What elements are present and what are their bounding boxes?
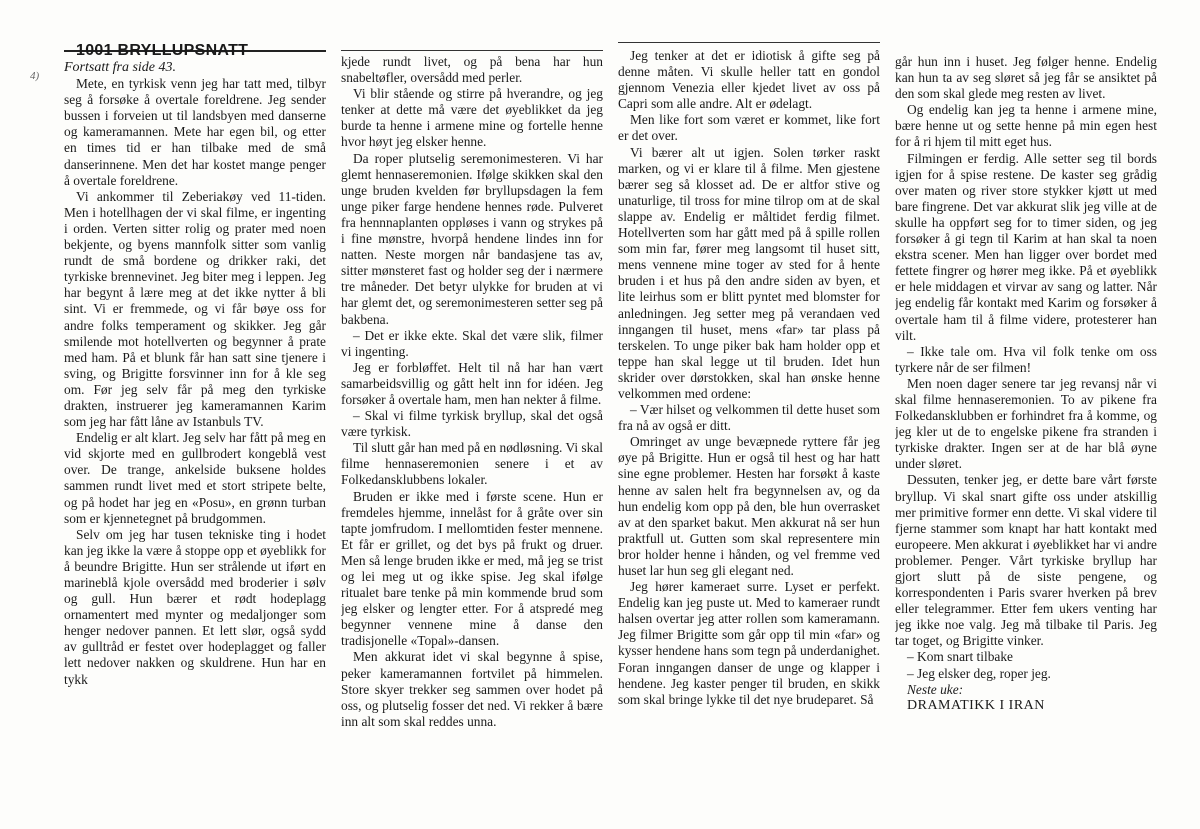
paragraph: Jeg tenker at det er idiotisk å gifte seg på denne måten. Vi skulle heller tatt en gondol gjennom Venezia eller kjedet livet av oss på Capri som alle andre. Alt er ødelagt. <box>618 48 880 112</box>
paragraph: Vi bærer alt ut igjen. Solen tørker raskt marken, og vi er klare til å filme. Men gjestene bærer seg så klosset ad. De er altfor stive og unaturlige, til tross for mine tilrop om at de skal slappe av. Endelig er måltidet ferdig filmet. Hotellverten som har gått med på å spille rollen som min far, fører meg langsomt til huset sitt, mens vennene mine toger av sted for å hente bruden i et hus på den andre siden av byen, et lite leirhus som er blitt pyntet med blomster for anledningen. Jeg setter meg på verandaen ved inngangen til huset, mens «far» tar plass på terskelen. To unge piker bak ham holder opp et teppe han skal legge ut til bruden. Idet hun skrider over dørstokken, skal han ønske henne velkommen med ordene: <box>618 144 880 401</box>
paragraph: Dessuten, tenker jeg, er dette bare vårt første bryllup. Vi skal snart gifte oss under atskillig mer primitive former enn dette. Vi skal videre til fjerne stammer som knapt har hatt kontakt med europeere. Men akkurat i øyeblikket har vi andre problemer. Penger. Vårt tyrkiske bryllup har gjort slutt på de siste pengene, og korrespondenten i Paris svarer hverken på brev eller telegrammer. Etter fem ukers venting har jeg ikke noe valg. Jeg må tilbake til Paris. Jeg tar toget, og Brigitte vinker. <box>895 472 1157 649</box>
paragraph: Men like fort som været er kommet, like fort er det over. <box>618 112 880 144</box>
text-column-2 <box>341 54 603 829</box>
paragraph: kjede rundt livet, og på bena har hun snabeltøfler, oversådd med perler. <box>341 54 603 86</box>
paragraph: Filmingen er ferdig. Alle setter seg til bords igjen for å spise restene. De kaster seg grådig over maten og river store stykker kjøtt ut med bare fingrene. Det var akkurat slik jeg ville at de skulle ha oppført seg for to timer siden, og jeg forsøker å gi tegn til Karim at han skal ta noen ekstra scener. Men han ligger over bordet med fettete fingrer og hører meg ikke. På et øyeblikk er hele middagen et virvar av sang og latter. Når jeg endelig får kontakt med Karim og forsøker å overtale ham til å filme videre, protesterer han vilt. <box>895 150 1157 343</box>
paragraph: Bruden er ikke med i første scene. Hun er fremdeles hjemme, innelåst for å gråte over sin tapte jomfrudom. I mellomtiden fester mennene. Et får er grillet, og det bys på frukt og druer. Men så lenge bruden ikke er med, må jeg se trist og lei meg ut og ikke spise. Jeg skal ifølge ritualet bare tenke på min kommende brud som jeg elsker og lengter etter. For å atspredé meg begynner vennene mine å danse den tradisjonelle «Topal»-dansen. <box>341 488 603 649</box>
next-week-title: DRAMATIKK I IRAN <box>907 697 1045 713</box>
margin-annotation: 4) <box>30 70 40 82</box>
paragraph: Da roper plutselig seremonimesteren. Vi har glemt hennaseremonien. Ifølge skikken skal den unge bruden kvelden før bryllupsdagen la fem unge piker farge hendene hennes røde. Pulveret fra hennnaplanten oppløses i vann og strykes på i fine mønstre, hvorpå hendene lindes inn for natten. Neste morgen når bandasjene tas av, sitter mønsteret fast og holder seg der i nærmere tre måneder. Det betyr ulykke for bruden at vi har glemt det, og seremonimesteren setter seg på bakbena. <box>341 150 603 327</box>
paragraph: Jeg hører kameraet surre. Lyset er perfekt. Endelig kan jeg puste ut. Med to kameraer rundt halsen overtar jeg atter rollen som kameramann. Jeg filmer Brigitte som går opp til min «far» og kysser hendene hans som tegn på underdanighet. Foran inngangen danser de unge og klapper i hendene. Jeg kaster penger til bruden, en skikk som skal bringe lykke til det nye brudeparet. Så <box>618 579 880 707</box>
article-heading: 1001 BRYLLUPSNATT <box>76 42 249 59</box>
paragraph: – Ikke tale om. Hva vil folk tenke om oss tyrkere når de ser filmen! <box>895 343 1157 375</box>
paragraph: Vi blir stående og stirre på hverandre, og jeg tenker at dette må være det øyeblikket da jeg burde ta henne i armene mine og fortelle henne hvor høyt jeg elsker henne. <box>341 86 603 150</box>
paragraph: Men noen dager senere tar jeg revansj når vi skal filme hennaseremonien. To av pikene fra Folkedansklubben er forhindret fra å komme, og jeg kler ut de to engelske pikene fra stranden i tyrkiske drakter. Ingen ser at de har blå øyne under sløret. <box>895 375 1157 472</box>
paragraph: Omringet av unge bevæpnede ryttere får jeg øye på Brigitte. Hun er også til hest og har hatt sine egne problemer. Hesten har forsøkt å kaste henne av salen helt fra begynnelsen av, og da hun endelig kom opp på den, ble hun overrasket av at den sparket bakut. Men akkurat nå ser hun praktfull ut. Gutten som skal representere min bror holder henne i hånden, og vel fremme ved huset lar hun seg gli elegant ned. <box>618 434 880 578</box>
text-column-3 <box>618 48 880 823</box>
column-rule <box>618 42 880 43</box>
paragraph: Men akkurat idet vi skal begynne å spise, peker kameramannen fortvilet på himmelen. Store skyer trekker seg sammen over hodet på oss, og plutselig fosser det ned. Vi rekker å bære inn alt som skal reddes unna. <box>341 649 603 729</box>
next-week-label: Neste uke: <box>907 681 964 697</box>
paragraph: – Vær hilset og velkommen til dette huset som fra nå av også er ditt. <box>618 402 880 434</box>
paragraph: Vi ankommer til Zeberiakøy ved 11-tiden. Men i hotellhagen der vi skal filme, er ingenting i orden. Verten sitter rolig og prater med noen bekjente, og byens mannfolk sitter som vanlig rundt de små bordene og drikker raki, det tyrkiske brennevinet. Jeg biter meg i leppen. Jeg har begynt å lære meg at det ikke nytter å bli sint. Vi er fremmede, og vi får bøye oss for andre folks temperament og skikker. Jeg går smilende mot hotellverten og begynner å prate med ham. På et blunk får han satt sine tjenere i sving, og Brigitte forsvinner inn for å kle seg om. Før jeg selv får på meg den tyrkiske drakten, instruerer jeg kameramannen Karim som jeg har fått låne av Istanbuls TV. <box>64 188 326 430</box>
paragraph: – Skal vi filme tyrkisk bryllup, skal det også være tyrkisk. <box>341 408 603 440</box>
magazine-page <box>50 42 1200 820</box>
paragraph: Jeg er forbløffet. Helt til nå har han vært samarbeidsvillig og gått helt inn for idéen. Jeg forsøker å overtale ham, men han nekter å filme. <box>341 359 603 407</box>
paragraph: Mete, en tyrkisk venn jeg har tatt med, tilbyr seg å forsøke å overtale foreldrene. Jeg sender bussen i forveien ut til landsbyen med danserne og kameramannen. Mete har egen bil, og etter en times tid er han tilbake med de små danserinnene. Men det har kostet mange penger å overtale foreldrene. <box>64 76 326 188</box>
text-column-1 <box>64 42 326 817</box>
paragraph: Til slutt går han med på en nødløsning. Vi skal filme hennaseremonien senere i et av Folkedansklubbens lokaler. <box>341 440 603 488</box>
paragraph: Endelig er alt klart. Jeg selv har fått på meg en vid skjorte med en gullbrodert kongeblå vest over. De trange, ankelside buksene holdes sammen rundt livet med et stort stripete belte, og på hodet har jeg en «Posu», en grønn turban som er kjennetegnet på brudgommen. <box>64 430 326 526</box>
paragraph: – Jeg elsker deg, roper jeg. <box>907 665 1051 681</box>
paragraph: – Kom snart tilbake <box>907 649 1013 665</box>
paragraph: går hun inn i huset. Jeg følger henne. Endelig kan hun ta av seg sløret så jeg får se ansiktet på den som skal glede meg resten av livet. <box>895 54 1157 102</box>
article-subheading: Fortsatt fra side 43. <box>64 60 177 75</box>
paragraph: – Det er ikke ekte. Skal det være slik, filmer vi ingenting. <box>341 327 603 359</box>
column-rule <box>341 50 603 51</box>
paragraph: Selv om jeg har tusen tekniske ting i hodet kan jeg ikke la være å stoppe opp et øyeblikk for å beundre Brigitte. Hun ser strålende ut iført en marineblå kjole oversådd med broderier i sølv og gull. Hun bærer et rødt hodeplagg ornamentert med mynter og medaljonger som henger nedover pannen. Et lett slør, også sydd av gulltråd er festet over hodeplagget og faller lett nedover nakken og skuldrene. Hun har en tykk <box>64 526 326 687</box>
paragraph: Og endelig kan jeg ta henne i armene mine, bære henne ut og sette henne på min egen hest for å ri hjem til mitt eget hus. <box>895 102 1157 150</box>
text-column-4 <box>895 54 1157 829</box>
